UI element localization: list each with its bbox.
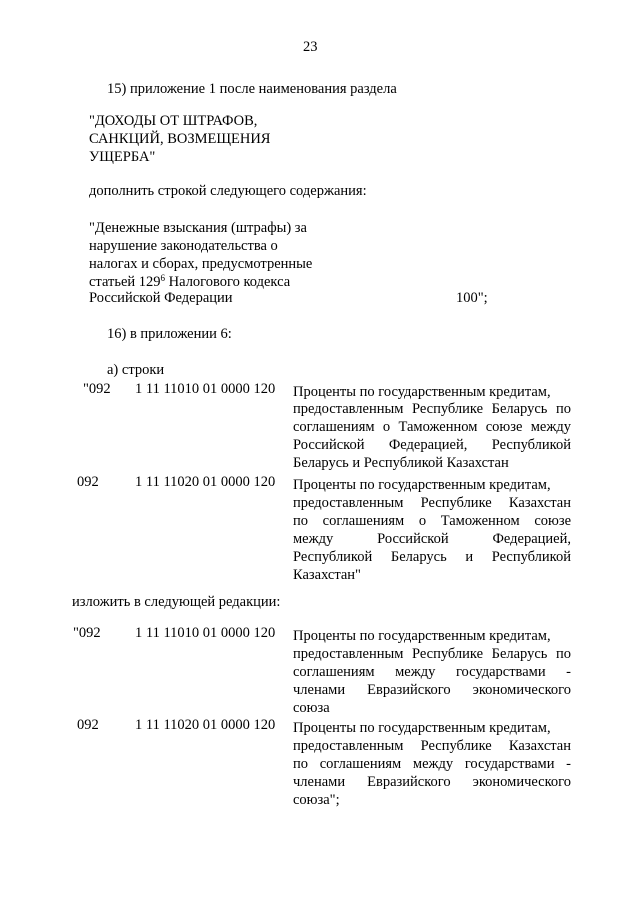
new-row-1-text-3: соглашениям между государствами - — [293, 664, 571, 680]
old-row-2-text-2: предоставленным Республике Казахстан — [293, 495, 571, 511]
old-row-1-kbk: 1 11 11010 01 0000 120 — [135, 381, 276, 397]
replace-text: изложить в следующей редакции: — [72, 594, 281, 610]
section-title-line-2: САНКЦИЙ, ВОЗМЕЩЕНИЯ — [89, 131, 271, 147]
statute-suffix: Налогового кодекса — [165, 274, 291, 290]
old-row-2-text-1: Проценты по государственным кредитам, — [293, 477, 551, 493]
new-row-line-5: Российской Федерации — [89, 290, 233, 306]
new-row-1-text-2: предоставленным Республике Беларусь по — [293, 646, 571, 662]
new-row-1-kbk: 1 11 11010 01 0000 120 — [135, 625, 276, 641]
supplement-text: дополнить строкой следующего содержания: — [89, 183, 367, 199]
new-row-line-1: "Денежные взыскания (штрафы) за — [89, 220, 307, 236]
page-number: 23 — [303, 39, 318, 55]
new-row-2-text-3: по соглашениям между государствами - — [293, 756, 571, 772]
new-row-1-text-5: союза — [293, 700, 330, 716]
item15-intro: 15) приложение 1 после наименования раздела — [107, 81, 397, 97]
new-row-1-text-4: членами Евразийского экономического — [293, 682, 571, 698]
new-row-2-kbk: 1 11 11020 01 0000 120 — [135, 717, 276, 733]
old-row-2-text-4: между Российской Федерацией, — [293, 531, 571, 547]
old-row-2-text-3: по соглашениям о Таможенном союзе — [293, 513, 571, 529]
item16-intro: 16) в приложении 6: — [107, 326, 232, 342]
new-row-1-text-1: Проценты по государственным кредитам, — [293, 628, 551, 644]
old-row-2-code: 092 — [77, 474, 99, 490]
new-row-value: 100"; — [456, 290, 488, 306]
old-row-1-text-1: Проценты по государственным кредитам, — [293, 384, 551, 400]
new-row-2-text-1: Проценты по государственным кредитам, — [293, 720, 551, 736]
sub-a-label: а) строки — [107, 362, 165, 378]
statute-prefix: статьей 129 — [89, 274, 161, 290]
new-row-1-code: "092 — [73, 625, 101, 641]
old-row-1-text-2: предоставленным Республике Беларусь по — [293, 401, 571, 417]
old-row-1-text-4: Российской Федерацией, Республикой — [293, 437, 571, 453]
section-title-line-1: "ДОХОДЫ ОТ ШТРАФОВ, — [89, 113, 258, 129]
old-row-2-text-6: Казахстан" — [293, 567, 361, 583]
section-title-line-3: УЩЕРБА" — [89, 149, 156, 165]
new-row-2-code: 092 — [77, 717, 99, 733]
old-row-1-code: "092 — [83, 381, 111, 397]
old-row-2-kbk: 1 11 11020 01 0000 120 — [135, 474, 276, 490]
new-row-2-text-4: членами Евразийского экономического — [293, 774, 571, 790]
new-row-line-3: налогах и сборах, предусмотренные — [89, 256, 313, 272]
new-row-line-2: нарушение законодательства о — [89, 238, 278, 254]
old-row-2-text-5: Республикой Беларусь и Республикой — [293, 549, 571, 565]
new-row-2-text-2: предоставленным Республике Казахстан — [293, 738, 571, 754]
statute-superscript: 6 — [160, 273, 166, 283]
old-row-1-text-3: соглашениям о Таможенном союзе между — [293, 419, 571, 435]
new-row-2-text-5: союза"; — [293, 792, 340, 808]
old-row-1-text-5: Беларусь и Республикой Казахстан — [293, 455, 509, 471]
